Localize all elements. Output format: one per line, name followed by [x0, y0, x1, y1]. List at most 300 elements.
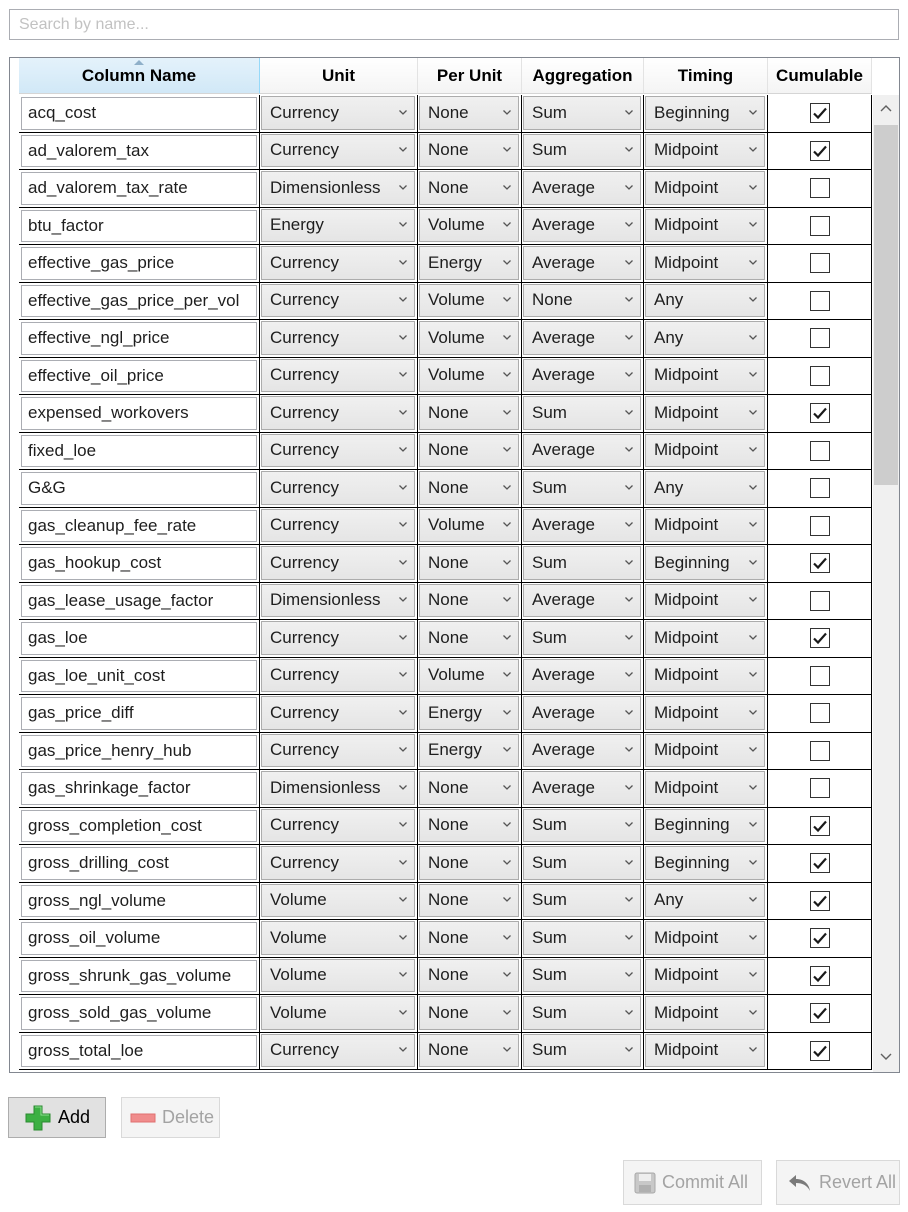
delete-button[interactable] — [121, 1097, 220, 1138]
cell-name — [19, 770, 260, 808]
chevron-down-icon — [398, 782, 408, 792]
chevron-down-icon — [748, 782, 758, 792]
chevron-down-icon — [398, 857, 408, 867]
timing-select[interactable] — [645, 134, 765, 168]
aggregation-select[interactable] — [523, 134, 641, 168]
column-name-input[interactable]: gross_ngl_volume — [21, 885, 257, 918]
aggregation-select[interactable] — [523, 171, 641, 205]
aggregation-select[interactable] — [523, 246, 641, 280]
timing-select[interactable] — [645, 509, 765, 543]
column-name-input[interactable]: ad_valorem_tax — [21, 135, 257, 168]
aggregation-select[interactable] — [523, 209, 641, 243]
chevron-down-icon — [748, 669, 758, 679]
per-unit-select[interactable] — [419, 884, 519, 918]
cell-name — [19, 245, 260, 283]
column-name-input[interactable]: gross_shrunk_gas_volume — [21, 960, 257, 993]
per-unit-select[interactable] — [419, 246, 519, 280]
unit-select[interactable] — [261, 509, 415, 543]
aggregation-select[interactable] — [523, 621, 641, 655]
table-row — [19, 283, 882, 321]
cumulable-checkbox[interactable] — [810, 366, 830, 386]
cell-per-unit — [418, 283, 522, 321]
unit-select[interactable] — [261, 959, 415, 993]
per-unit-select[interactable] — [419, 396, 519, 430]
aggregation-select[interactable] — [523, 846, 641, 880]
table-row — [19, 658, 882, 696]
column-name-input[interactable]: gas_price_henry_hub — [21, 735, 257, 768]
chevron-down-icon — [398, 294, 408, 304]
per-unit-select[interactable] — [419, 359, 519, 393]
select-value: Midpoint — [654, 365, 719, 385]
timing-select[interactable] — [645, 321, 765, 355]
cumulable-checkbox[interactable] — [810, 628, 830, 648]
aggregation-select[interactable] — [523, 509, 641, 543]
vertical-scrollbar[interactable] — [873, 95, 899, 1072]
unit-select[interactable] — [261, 771, 415, 805]
cell-unit — [260, 170, 418, 208]
scroll-up-icon[interactable] — [873, 95, 899, 123]
select-value: Sum — [532, 477, 567, 497]
timing-select[interactable] — [645, 396, 765, 430]
chevron-down-icon — [398, 107, 408, 117]
timing-select[interactable] — [645, 771, 765, 805]
unit-select[interactable] — [261, 434, 415, 468]
unit-select[interactable] — [261, 396, 415, 430]
select-value: Midpoint — [654, 1002, 719, 1022]
unit-select[interactable] — [261, 171, 415, 205]
cumulable-checkbox[interactable] — [810, 778, 830, 798]
cell-cumulable — [768, 733, 872, 771]
chevron-down-icon — [398, 744, 408, 754]
select-value: Midpoint — [654, 665, 719, 685]
chevron-down-icon — [624, 407, 634, 417]
per-unit-select[interactable] — [419, 809, 519, 843]
cumulable-checkbox[interactable] — [810, 1003, 830, 1023]
cumulable-checkbox[interactable] — [810, 516, 830, 536]
cell-cumulable — [768, 770, 872, 808]
chevron-down-icon — [502, 782, 512, 792]
select-value: Currency — [270, 102, 339, 122]
aggregation-select[interactable] — [523, 96, 641, 130]
cumulable-checkbox[interactable] — [810, 253, 830, 273]
chevron-down-icon — [624, 969, 634, 979]
select-value: Dimensionless — [270, 177, 381, 197]
cell-aggregation — [522, 883, 644, 921]
chevron-down-icon — [624, 669, 634, 679]
select-value: Currency — [270, 852, 339, 872]
select-value: Average — [532, 327, 596, 347]
per-unit-select[interactable] — [419, 471, 519, 505]
select-value: Volume — [428, 327, 485, 347]
column-name-input[interactable]: gas_price_diff — [21, 697, 257, 730]
cell-cumulable — [768, 170, 872, 208]
plus-icon — [24, 1104, 52, 1132]
unit-select[interactable] — [261, 659, 415, 693]
chevron-down-icon — [398, 332, 408, 342]
timing-select[interactable] — [645, 546, 765, 580]
per-unit-select[interactable] — [419, 509, 519, 543]
cumulable-checkbox[interactable] — [810, 103, 830, 123]
select-value: Volume — [428, 665, 485, 685]
cumulable-checkbox[interactable] — [810, 178, 830, 198]
chevron-down-icon — [624, 894, 634, 904]
cell-aggregation — [522, 395, 644, 433]
per-unit-select[interactable] — [419, 659, 519, 693]
timing-select[interactable] — [645, 846, 765, 880]
chevron-down-icon — [502, 669, 512, 679]
cell-name — [19, 658, 260, 696]
unit-select[interactable] — [261, 996, 415, 1030]
select-value: Midpoint — [654, 515, 719, 535]
cell-aggregation — [522, 845, 644, 883]
aggregation-select[interactable] — [523, 959, 641, 993]
column-name-input[interactable]: acq_cost — [21, 97, 257, 130]
select-value: Volume — [270, 1002, 327, 1022]
column-name-input[interactable]: gas_lease_usage_factor — [21, 585, 257, 618]
chevron-down-icon — [398, 819, 408, 829]
cell-timing — [644, 1033, 768, 1071]
column-name-input[interactable]: gross_sold_gas_volume — [21, 997, 257, 1030]
timing-select[interactable] — [645, 884, 765, 918]
aggregation-select[interactable] — [523, 996, 641, 1030]
select-value: Sum — [532, 852, 567, 872]
column-name-input[interactable]: gas_shrinkage_factor — [21, 772, 257, 805]
unit-select[interactable] — [261, 584, 415, 618]
select-value: None — [428, 552, 469, 572]
chevron-down-icon — [624, 369, 634, 379]
commit-all-button[interactable] — [623, 1160, 762, 1205]
select-value: Sum — [532, 890, 567, 910]
timing-select[interactable] — [645, 471, 765, 505]
select-value: Average — [532, 515, 596, 535]
aggregation-select[interactable] — [523, 771, 641, 805]
aggregation-select[interactable] — [523, 396, 641, 430]
chevron-down-icon — [624, 1007, 634, 1017]
unit-select[interactable] — [261, 846, 415, 880]
timing-select[interactable] — [645, 284, 765, 318]
column-name-input[interactable]: gas_loe — [21, 622, 257, 655]
aggregation-select[interactable] — [523, 696, 641, 730]
cell-aggregation — [522, 995, 644, 1033]
chevron-down-icon — [398, 257, 408, 267]
cell-timing — [644, 583, 768, 621]
unit-select[interactable] — [261, 246, 415, 280]
per-unit-select[interactable] — [419, 771, 519, 805]
chevron-down-icon — [398, 182, 408, 192]
column-name-input[interactable]: btu_factor — [21, 210, 257, 243]
table-row — [19, 583, 882, 621]
table-row — [19, 733, 882, 771]
per-unit-select[interactable] — [419, 321, 519, 355]
per-unit-select[interactable] — [419, 546, 519, 580]
chevron-down-icon — [398, 369, 408, 379]
table-row — [19, 995, 882, 1033]
chevron-down-icon — [748, 857, 758, 867]
timing-select[interactable] — [645, 921, 765, 955]
aggregation-select[interactable] — [523, 434, 641, 468]
chevron-down-icon — [502, 144, 512, 154]
cumulable-checkbox[interactable] — [810, 741, 830, 761]
column-name-input[interactable]: gross_oil_volume — [21, 922, 257, 955]
cell-name — [19, 883, 260, 921]
per-unit-select[interactable] — [419, 1034, 519, 1068]
column-name-input[interactable]: gas_loe_unit_cost — [21, 660, 257, 693]
cell-cumulable — [768, 583, 872, 621]
column-name-input[interactable]: gross_completion_cost — [21, 810, 257, 843]
cell-name — [19, 808, 260, 846]
checkmark-icon — [812, 631, 828, 645]
select-value: Average — [532, 590, 596, 610]
unit-select[interactable] — [261, 471, 415, 505]
scroll-down-icon[interactable] — [873, 1044, 899, 1072]
chevron-down-icon — [624, 819, 634, 829]
chevron-down-icon — [502, 557, 512, 567]
per-unit-select[interactable] — [419, 209, 519, 243]
cumulable-checkbox[interactable] — [810, 141, 830, 161]
cell-name — [19, 545, 260, 583]
cumulable-checkbox[interactable] — [810, 966, 830, 986]
header-per-unit[interactable] — [418, 58, 522, 94]
chevron-down-icon — [748, 257, 758, 267]
cell-unit — [260, 808, 418, 846]
unit-select[interactable] — [261, 321, 415, 355]
per-unit-select[interactable] — [419, 734, 519, 768]
aggregation-select[interactable] — [523, 659, 641, 693]
cumulable-checkbox[interactable] — [810, 216, 830, 236]
cell-unit — [260, 208, 418, 246]
timing-select[interactable] — [645, 359, 765, 393]
timing-select[interactable] — [645, 959, 765, 993]
checkmark-icon — [812, 406, 828, 420]
cumulable-checkbox[interactable] — [810, 478, 830, 498]
aggregation-select[interactable] — [523, 321, 641, 355]
table-row — [19, 808, 882, 846]
cell-unit — [260, 320, 418, 358]
search-input[interactable] — [9, 9, 899, 40]
select-value: None — [428, 815, 469, 835]
header-label: Timing — [677, 65, 734, 85]
revert-all-button[interactable] — [776, 1160, 900, 1205]
aggregation-select[interactable] — [523, 809, 641, 843]
checkmark-icon — [812, 856, 828, 870]
chevron-down-icon — [398, 557, 408, 567]
header-timing[interactable] — [644, 58, 768, 94]
column-name-input[interactable]: effective_gas_price — [21, 247, 257, 280]
column-name-input[interactable]: gross_total_loe — [21, 1035, 257, 1068]
cell-unit — [260, 658, 418, 696]
timing-select[interactable] — [645, 996, 765, 1030]
cell-aggregation — [522, 283, 644, 321]
table-row — [19, 1033, 882, 1071]
cell-cumulable — [768, 433, 872, 471]
cumulable-checkbox[interactable] — [810, 703, 830, 723]
timing-select[interactable] — [645, 734, 765, 768]
timing-select[interactable] — [645, 584, 765, 618]
per-unit-select[interactable] — [419, 284, 519, 318]
per-unit-select[interactable] — [419, 584, 519, 618]
cumulable-checkbox[interactable] — [810, 853, 830, 873]
cell-cumulable — [768, 208, 872, 246]
cumulable-checkbox[interactable] — [810, 553, 830, 573]
cell-aggregation — [522, 245, 644, 283]
column-name-input[interactable]: G&G — [21, 472, 257, 505]
timing-select[interactable] — [645, 96, 765, 130]
undo-icon — [787, 1172, 813, 1194]
per-unit-select[interactable] — [419, 996, 519, 1030]
aggregation-select[interactable] — [523, 1034, 641, 1068]
cell-aggregation — [522, 545, 644, 583]
unit-select[interactable] — [261, 96, 415, 130]
cumulable-checkbox[interactable] — [810, 891, 830, 911]
select-value: Currency — [270, 627, 339, 647]
chevron-down-icon — [748, 519, 758, 529]
aggregation-select[interactable] — [523, 546, 641, 580]
cell-unit — [260, 283, 418, 321]
table-row — [19, 133, 882, 171]
cumulable-checkbox[interactable] — [810, 816, 830, 836]
cumulable-checkbox[interactable] — [810, 403, 830, 423]
unit-select[interactable] — [261, 696, 415, 730]
per-unit-select[interactable] — [419, 696, 519, 730]
cumulable-checkbox[interactable] — [810, 591, 830, 611]
timing-select[interactable] — [645, 434, 765, 468]
column-name-input[interactable]: effective_ngl_price — [21, 322, 257, 355]
cell-unit — [260, 883, 418, 921]
aggregation-select[interactable] — [523, 584, 641, 618]
unit-select[interactable] — [261, 1034, 415, 1068]
cell-aggregation — [522, 958, 644, 996]
scroll-thumb[interactable] — [874, 125, 898, 485]
cell-unit — [260, 245, 418, 283]
chevron-down-icon — [502, 182, 512, 192]
chevron-down-icon — [502, 107, 512, 117]
per-unit-select[interactable] — [419, 96, 519, 130]
unit-select[interactable] — [261, 284, 415, 318]
unit-select[interactable] — [261, 546, 415, 580]
timing-select[interactable] — [645, 246, 765, 280]
select-value: Sum — [532, 552, 567, 572]
select-value: Any — [654, 477, 684, 497]
cell-per-unit — [418, 133, 522, 171]
header-label: Aggregation — [532, 65, 633, 85]
unit-select[interactable] — [261, 921, 415, 955]
chevron-down-icon — [748, 707, 758, 717]
unit-select[interactable] — [261, 734, 415, 768]
timing-select[interactable] — [645, 659, 765, 693]
table-row — [19, 883, 882, 921]
per-unit-select[interactable] — [419, 846, 519, 880]
aggregation-select[interactable] — [523, 284, 641, 318]
timing-select[interactable] — [645, 621, 765, 655]
timing-select[interactable] — [645, 209, 765, 243]
unit-select[interactable] — [261, 621, 415, 655]
column-name-input[interactable]: effective_oil_price — [21, 360, 257, 393]
timing-select[interactable] — [645, 696, 765, 730]
select-value: Volume — [428, 515, 485, 535]
cell-aggregation — [522, 920, 644, 958]
aggregation-select[interactable] — [523, 471, 641, 505]
aggregation-select[interactable] — [523, 921, 641, 955]
chevron-down-icon — [502, 444, 512, 454]
cell-cumulable — [768, 920, 872, 958]
per-unit-select[interactable] — [419, 621, 519, 655]
select-value: Average — [532, 440, 596, 460]
add-button[interactable] — [8, 1097, 106, 1138]
column-name-input[interactable]: gross_drilling_cost — [21, 847, 257, 880]
per-unit-select[interactable] — [419, 434, 519, 468]
chevron-down-icon — [502, 407, 512, 417]
per-unit-select[interactable] — [419, 921, 519, 955]
select-value: Midpoint — [654, 440, 719, 460]
timing-select[interactable] — [645, 809, 765, 843]
cell-name — [19, 920, 260, 958]
header-unit[interactable] — [260, 58, 418, 94]
chevron-down-icon — [398, 1007, 408, 1017]
chevron-down-icon — [502, 294, 512, 304]
columns-grid — [9, 57, 900, 1073]
timing-select[interactable] — [645, 171, 765, 205]
per-unit-select[interactable] — [419, 959, 519, 993]
cell-cumulable — [768, 320, 872, 358]
header-cumulable[interactable] — [768, 58, 872, 94]
cumulable-checkbox[interactable] — [810, 328, 830, 348]
cell-per-unit — [418, 208, 522, 246]
cell-timing — [644, 395, 768, 433]
unit-select[interactable] — [261, 209, 415, 243]
cell-per-unit — [418, 920, 522, 958]
cumulable-checkbox[interactable] — [810, 1041, 830, 1061]
column-name-input[interactable]: effective_gas_price_per_vol — [21, 285, 257, 318]
table-row — [19, 958, 882, 996]
select-value: Any — [654, 890, 684, 910]
unit-select[interactable] — [261, 884, 415, 918]
header-column-name[interactable] — [19, 58, 260, 94]
aggregation-select[interactable] — [523, 359, 641, 393]
aggregation-select[interactable] — [523, 884, 641, 918]
column-name-input[interactable]: gas_cleanup_fee_rate — [21, 510, 257, 543]
chevron-down-icon — [748, 632, 758, 642]
column-name-input[interactable]: ad_valorem_tax_rate — [21, 172, 257, 205]
column-name-input[interactable]: expensed_workovers — [21, 397, 257, 430]
column-name-input[interactable]: fixed_loe — [21, 435, 257, 468]
select-value: Energy — [428, 252, 482, 272]
header-aggregation[interactable] — [522, 58, 644, 94]
per-unit-select[interactable] — [419, 171, 519, 205]
per-unit-select[interactable] — [419, 134, 519, 168]
cell-name — [19, 995, 260, 1033]
column-name-input[interactable]: gas_hookup_cost — [21, 547, 257, 580]
cumulable-checkbox[interactable] — [810, 928, 830, 948]
unit-select[interactable] — [261, 359, 415, 393]
checkmark-icon — [812, 819, 828, 833]
cell-timing — [644, 358, 768, 396]
table-row — [19, 508, 882, 546]
unit-select[interactable] — [261, 134, 415, 168]
unit-select[interactable] — [261, 809, 415, 843]
select-value: Currency — [270, 402, 339, 422]
cell-unit — [260, 545, 418, 583]
chevron-down-icon — [398, 519, 408, 529]
timing-select[interactable] — [645, 1034, 765, 1068]
aggregation-select[interactable] — [523, 734, 641, 768]
cumulable-checkbox[interactable] — [810, 666, 830, 686]
checkmark-icon — [812, 1044, 828, 1058]
cell-unit — [260, 958, 418, 996]
cumulable-checkbox[interactable] — [810, 441, 830, 461]
save-icon — [634, 1172, 656, 1194]
cumulable-checkbox[interactable] — [810, 291, 830, 311]
revert-all-label: Revert All — [819, 1172, 897, 1192]
